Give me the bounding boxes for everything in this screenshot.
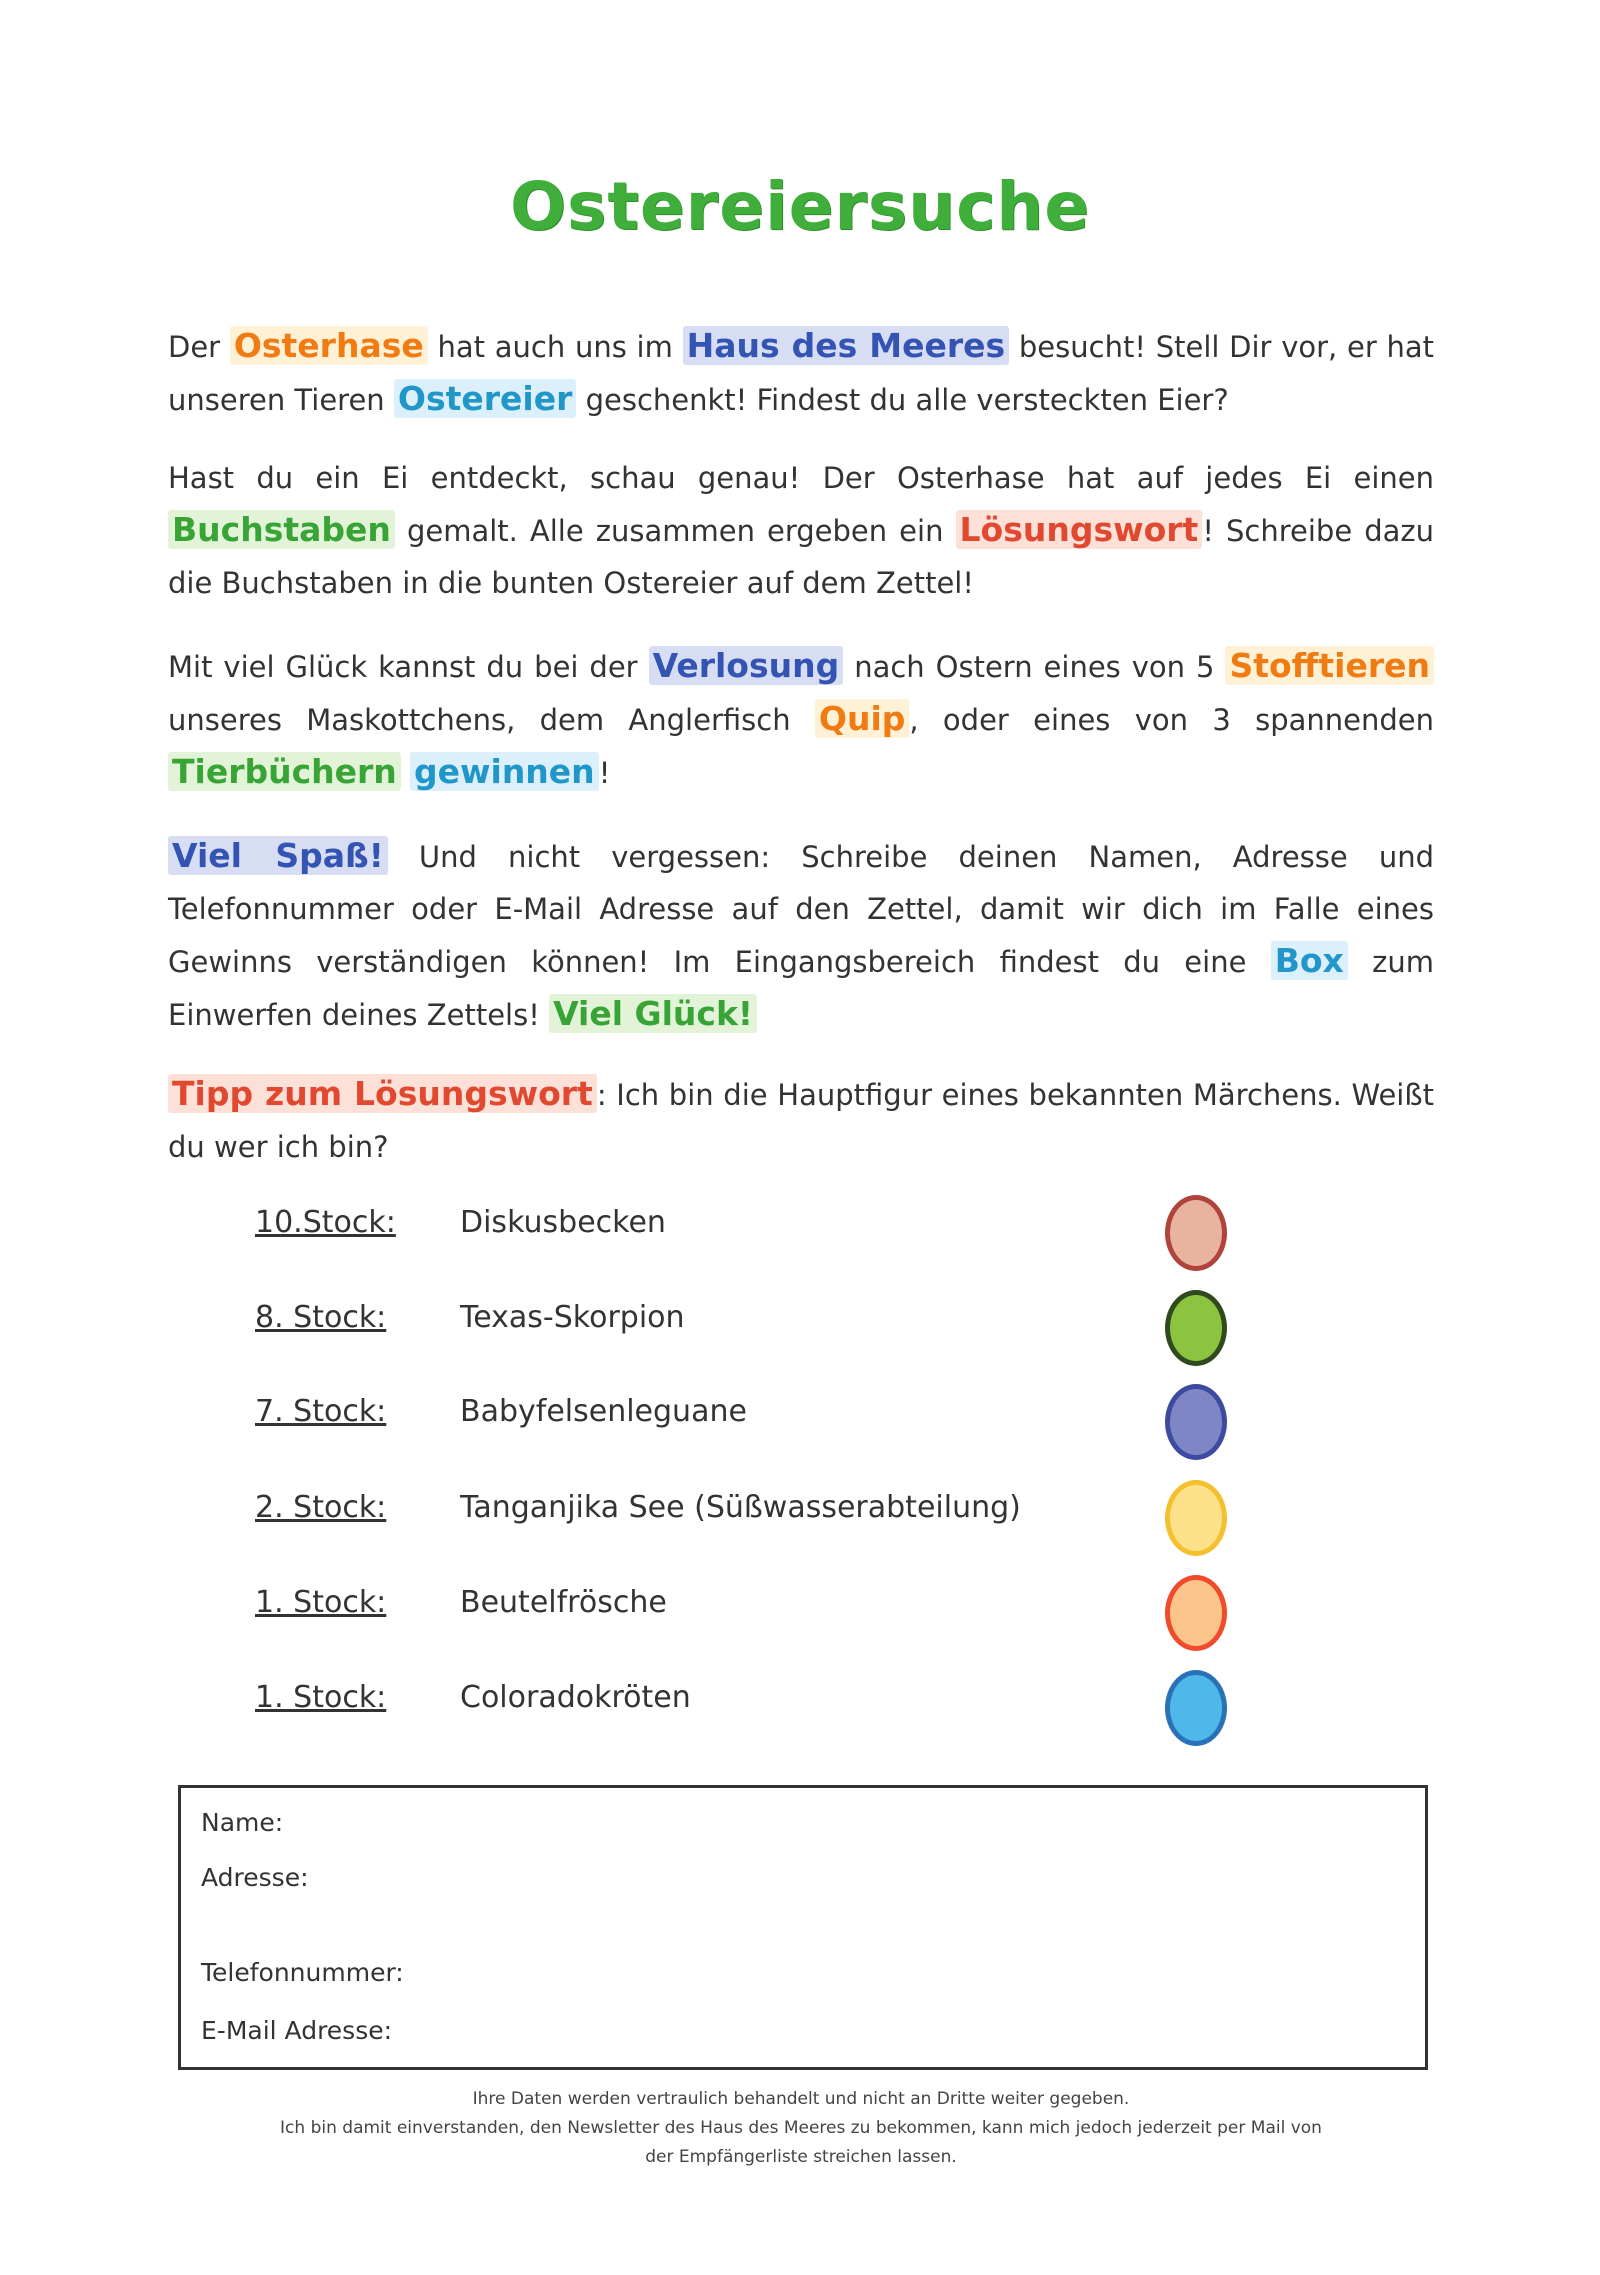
exhibit-name: Texas-Skorpion [460,1300,685,1335]
privacy-notice [168,2085,1434,2172]
floor-label: 7. Stock: [255,1394,387,1429]
highlight-osterhase: Osterhase [230,326,428,365]
reminder-paragraph: Viel Spaß! Und nicht vergessen: Schreibe deinen Namen, Adresse und Telefonnummer oder E-Mail Adresse auf den Zettel, damit wir dich im Falle eines Gewinns verständigen können! Im Eingangsbereich findest du eine Box zum Einwerfen deines Zettels! Viel Glück! [168,836,1434,1033]
intro-paragraph: Der Osterhase hat auch uns im Haus des Meeres besucht! Stell Dir vor, er hat unseren Tieren Ostereier geschenkt! Findest du alle versteckten Eier? [168,326,1434,418]
easter-egg-icon[interactable] [1165,1480,1227,1556]
privacy-line-2: Ich bin damit einverstanden, den Newsletter des Haus des Meeres zu bekommen, kann mich jedoch jederzeit per Mail von [280,2118,1322,2138]
easter-egg-icon[interactable] [1165,1290,1227,1366]
exhibit-name: Diskusbecken [460,1205,666,1240]
exhibit-name: Coloradokröten [460,1680,691,1715]
floor-label: 1. Stock: [255,1585,387,1620]
highlight-viel-spass: Viel Spaß! [168,836,388,875]
exhibit-name: Beutelfrösche [460,1585,667,1620]
highlight-tipp: Tipp zum Lösungswort [168,1074,597,1113]
highlight-verlosung: Verlosung [649,646,844,685]
contact-form-box[interactable] [178,1785,1428,2070]
email-field-label: E-Mail Adresse: [201,2016,393,2045]
highlight-quip: Quip [815,699,909,738]
easter-egg-icon[interactable] [1165,1575,1227,1651]
highlight-viel-glueck: Viel Glück! [549,994,757,1033]
location-row [255,1290,1255,1350]
phone-field-label: Telefonnummer: [201,1958,404,1987]
hint-paragraph: Tipp zum Lösungswort : Ich bin die Hauptfigur eines bekannten Märchens. Weißt du wer ich bin? [168,1074,1434,1164]
highlight-box: Box [1271,941,1348,980]
location-row [255,1670,1255,1730]
name-field-label: Name: [201,1808,284,1837]
highlight-gewinnen: gewinnen [410,752,599,791]
privacy-line-1: Ihre Daten werden vertraulich behandelt und nicht an Dritte weiter gegeben. [472,2089,1130,2109]
raffle-paragraph: Mit viel Glück kannst du bei der Verlosung nach Ostern eines von 5 Stofftieren unseres Maskottchens, dem Anglerfisch Quip , oder eines von 3 spannenden Tierbüchern gewinnen ! [168,646,1434,791]
highlight-buchstaben: Buchstaben [168,510,395,549]
easter-egg-icon[interactable] [1165,1195,1227,1271]
highlight-ostereier: Ostereier [394,379,576,418]
privacy-line-3: der Empfängerliste streichen lassen. [645,2147,957,2167]
instructions-paragraph: Hast du ein Ei entdeckt, schau genau! Der Osterhase hat auf jedes Ei einen Buchstaben gemalt. Alle zusammen ergeben ein Lösungswort ! Schreibe dazu die Buchstaben in die bunten Ostereier auf dem Zettel! [168,461,1434,600]
floor-label: 1. Stock: [255,1680,387,1715]
page-title: Ostereiersuche [509,168,1091,245]
exhibit-name: Tanganjika See (Süßwasserabteilung) [460,1490,1021,1525]
location-row [255,1480,1255,1540]
location-row [255,1195,1255,1255]
address-field-label: Adresse: [201,1863,309,1892]
easter-egg-icon[interactable] [1165,1384,1227,1460]
location-row [255,1384,1255,1444]
floor-label: 8. Stock: [255,1300,387,1335]
location-row [255,1575,1255,1635]
highlight-tierbuechern: Tierbüchern [168,752,401,791]
highlight-haus-des-meeres: Haus des Meeres [683,326,1010,365]
highlight-loesungswort: Lösungswort [956,510,1203,549]
exhibit-name: Babyfelsenleguane [460,1394,747,1429]
easter-egg-icon[interactable] [1165,1670,1227,1746]
floor-label: 2. Stock: [255,1490,387,1525]
floor-label: 10.Stock: [255,1205,396,1240]
highlight-stofftieren: Stofftieren [1225,646,1434,685]
